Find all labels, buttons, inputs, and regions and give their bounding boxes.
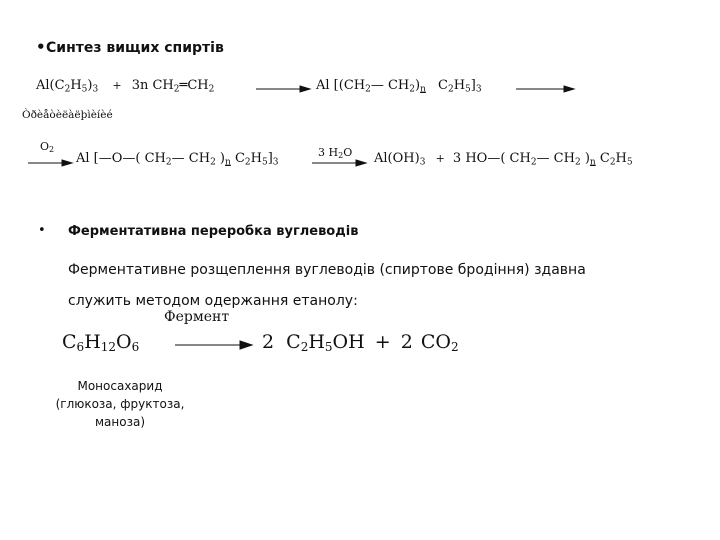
arrow-5-head (240, 341, 252, 349)
arrow-4-head (356, 160, 366, 166)
paragraph-line-2: служить методом одержання етанолу: (68, 293, 358, 309)
caption-line-2: (глюкоза, фруктоза, (55, 397, 185, 411)
reaction2-oxygen-reagent: $O_2$ (40, 140, 55, 154)
reaction2-water-reagent: 3 $H_2O$ (318, 146, 353, 160)
arrow-3-head (62, 160, 72, 166)
caption-line-1: Моносахарид (77, 379, 163, 393)
monosaccharide-caption (30, 377, 210, 431)
caption-line-3: маноза) (94, 415, 145, 429)
heading-synthesis-higher-alcohols: Синтез вищих спиртів (46, 40, 224, 56)
glucose-formula: $C_6H_{12}O_6$ (62, 331, 140, 354)
reaction2-intermediate: Al [—O—( $CH_2—$ $CH_2$ )$_n$ $C_2H_5]_3$ (76, 151, 279, 168)
bullet-1: • (36, 38, 46, 56)
bullet-2: • (38, 223, 46, 238)
reaction2-products: $Al(OH)_3 + 3$ HO—( $CH_2—$ $CH_2$ )$_n$ $C_2H_5$ (374, 151, 633, 168)
heading-fermentative-processing: Ферментативна переробка вуглеводів (68, 224, 359, 239)
arrow-2-head (564, 86, 574, 92)
arrow-1-head (300, 86, 310, 92)
catalyst-label: Фермент (164, 309, 230, 325)
reaction1-garbled-label: Òðèåòèëàëþìèíèé (22, 109, 113, 121)
paragraph-line-1: Ферментативне розщеплення вуглеводів (спиртове бродіння) здавна (68, 262, 586, 278)
reaction1-reactants: $Al(C_2H_5)_3 + 3n$ $CH_2═CH_2$ (36, 78, 215, 95)
reaction1-product: Al [($CH_2—$ $CH_2)_n$ $C_2H_5]_3$ (316, 78, 482, 95)
fermentation-products: 2 $C_2H_5OH + 2$ $CO_2$ (262, 331, 459, 354)
